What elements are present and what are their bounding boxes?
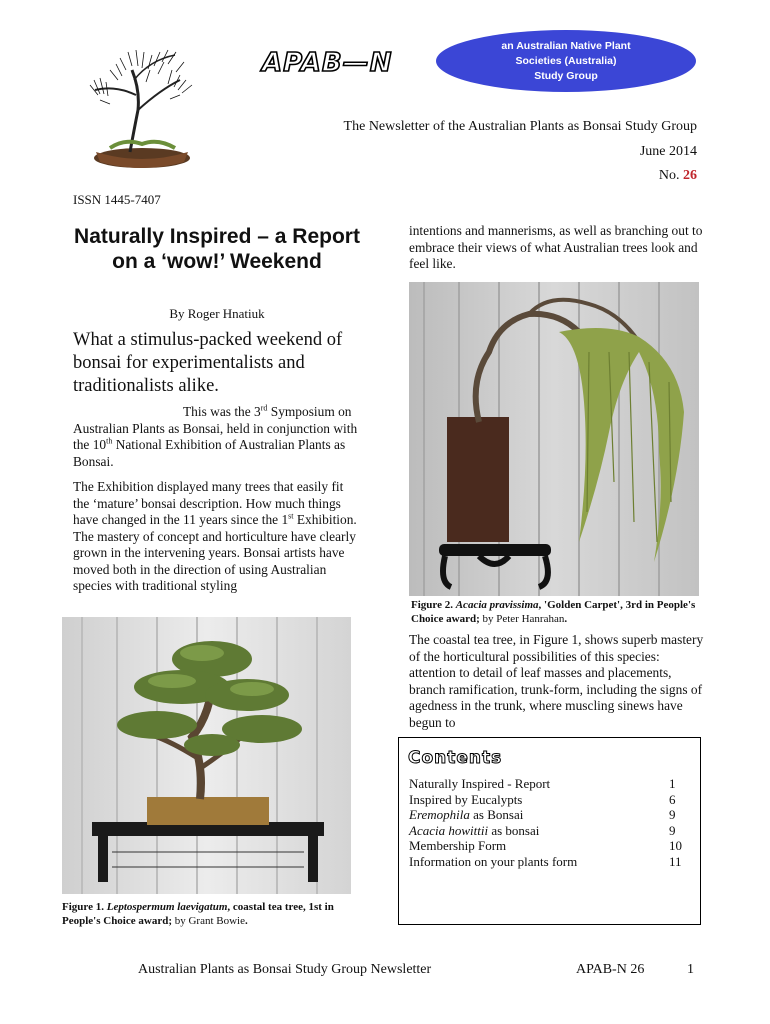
contents-item-text: Naturally Inspired - Report bbox=[409, 776, 551, 791]
contents-item-title bbox=[409, 776, 550, 792]
badge-line-1: an Australian Native Plant bbox=[501, 39, 631, 52]
contents-item-text: as Bonsai bbox=[469, 807, 524, 822]
byline: By Roger Hnatiuk bbox=[169, 306, 265, 321]
contents-item-text: as bonsai bbox=[488, 822, 540, 838]
para2-text-b: Exhibition. The mastery of concept and horticulture have clearly grown in the intervening years. Bonsai artists have moved both in the direction of using Australian species with traditional styling bbox=[73, 512, 357, 593]
contents-item bbox=[409, 838, 691, 854]
fig1-desc: , coastal tea tree, 1st in People's Choice award; bbox=[62, 901, 334, 927]
paragraph-2 bbox=[73, 479, 363, 595]
contents-item-text: Membership Form bbox=[409, 838, 507, 853]
contents-item-page: 1 bbox=[669, 776, 676, 791]
figure-2-caption bbox=[411, 598, 706, 626]
fig1-end: . bbox=[245, 915, 248, 927]
contents-item-title bbox=[409, 823, 539, 839]
contents-item-italic: Eremophila bbox=[409, 807, 470, 822]
paragraph-1 bbox=[73, 404, 368, 470]
footer-page-number: 1 bbox=[687, 962, 694, 977]
contents-item-text: Inspired by Eucalypts bbox=[409, 791, 523, 807]
contents-list bbox=[409, 776, 691, 869]
para2-sup: st bbox=[288, 511, 294, 521]
figure-1-caption bbox=[62, 900, 362, 928]
para1-text-c: National Exhibition of Australian Plants as Bonsai. bbox=[73, 437, 346, 469]
article-title: Naturally Inspired – a Report on a ‘wow!’ Weekend bbox=[74, 225, 360, 273]
paragraph-4: The coastal tea tree, in Figure 1, shows superb mastery of the horticultural possibilities of this species: attention to detail of leaf masses and placements, branch ramification, trunk-form, including the signs of agedness in the trunk, where muscling sinews have begun to bbox=[409, 632, 704, 730]
contents-title: Contents bbox=[408, 748, 503, 768]
contents-item bbox=[409, 807, 691, 823]
fig2-label: Figure 2. bbox=[411, 599, 453, 611]
contents-item-text: Information on your plants form bbox=[409, 853, 578, 869]
issue-label: No. bbox=[658, 168, 680, 183]
issn: ISSN 1445-7407 bbox=[73, 192, 161, 207]
contents-item bbox=[409, 776, 691, 792]
fig2-species: Acacia pravissima bbox=[455, 599, 539, 611]
contents-item-page: 9 bbox=[669, 822, 676, 838]
issue-number: 26 bbox=[683, 168, 697, 183]
fig2-desc: , 'Golden Carpet', 3rd in People's Choice award; bbox=[411, 599, 696, 625]
footer-title: Australian Plants as Bonsai Study Group Newsletter bbox=[138, 962, 432, 977]
footer-issue: APAB-N 26 bbox=[576, 962, 645, 977]
fig1-label: Figure 1. bbox=[62, 901, 104, 913]
para2-text-a: The Exhibition displayed many trees that easily fit the ‘mature’ bonsai description. How much things have changed in the 11 years since the 1 bbox=[73, 479, 344, 527]
para1-sup-2: th bbox=[106, 436, 113, 446]
badge-line-3: Study Group bbox=[534, 69, 598, 82]
para1-text-b: Symposium on Australian Plants as Bonsai, held in conjunction with the 10 bbox=[73, 404, 358, 452]
figure-2-photo bbox=[409, 282, 699, 596]
fig1-credit: by Grant Bowie bbox=[171, 915, 245, 927]
contents-item-page: 9 bbox=[669, 807, 676, 822]
fig2-credit: by Peter Hanrahan bbox=[479, 613, 565, 625]
contents-item-title bbox=[409, 807, 523, 823]
contents-item bbox=[409, 854, 691, 870]
fig1-species: Leptospermum laevigatum bbox=[106, 901, 228, 913]
para1-text-a: This was the 3 bbox=[183, 404, 261, 419]
study-group-badge bbox=[436, 30, 696, 92]
contents-item-page: 10 bbox=[669, 838, 682, 853]
contents-item-page: 11 bbox=[669, 853, 682, 869]
issue-number-line bbox=[659, 168, 697, 184]
contents-item-italic: Acacia howittii bbox=[409, 822, 489, 838]
masthead-title: APAB—N bbox=[262, 48, 393, 78]
badge-line-2: Societies (Australia) bbox=[515, 54, 617, 67]
contents-item-page: 6 bbox=[669, 791, 676, 807]
contents-item-title bbox=[409, 854, 577, 870]
lead-paragraph: What a stimulus-packed weekend of bonsai for experimentalists and traditionalists alike. bbox=[73, 330, 343, 396]
logo-bonsai-tree-icon bbox=[80, 40, 205, 175]
issue-date: June 2014 bbox=[639, 144, 697, 159]
contents-item-title bbox=[409, 792, 522, 808]
paragraph-3: intentions and mannerisms, as well as branching out to embrace their views of what Australian trees look and feel like. bbox=[409, 223, 703, 271]
newsletter-line: The Newsletter of the Australian Plants as Bonsai Study Group bbox=[343, 119, 697, 134]
fig2-end: . bbox=[564, 613, 568, 625]
contents-item bbox=[409, 792, 691, 808]
contents-box bbox=[398, 737, 701, 925]
figure-1-photo bbox=[62, 617, 351, 894]
contents-item bbox=[409, 823, 691, 839]
para1-sup-1: rd bbox=[260, 403, 268, 413]
contents-item-title bbox=[409, 838, 506, 854]
